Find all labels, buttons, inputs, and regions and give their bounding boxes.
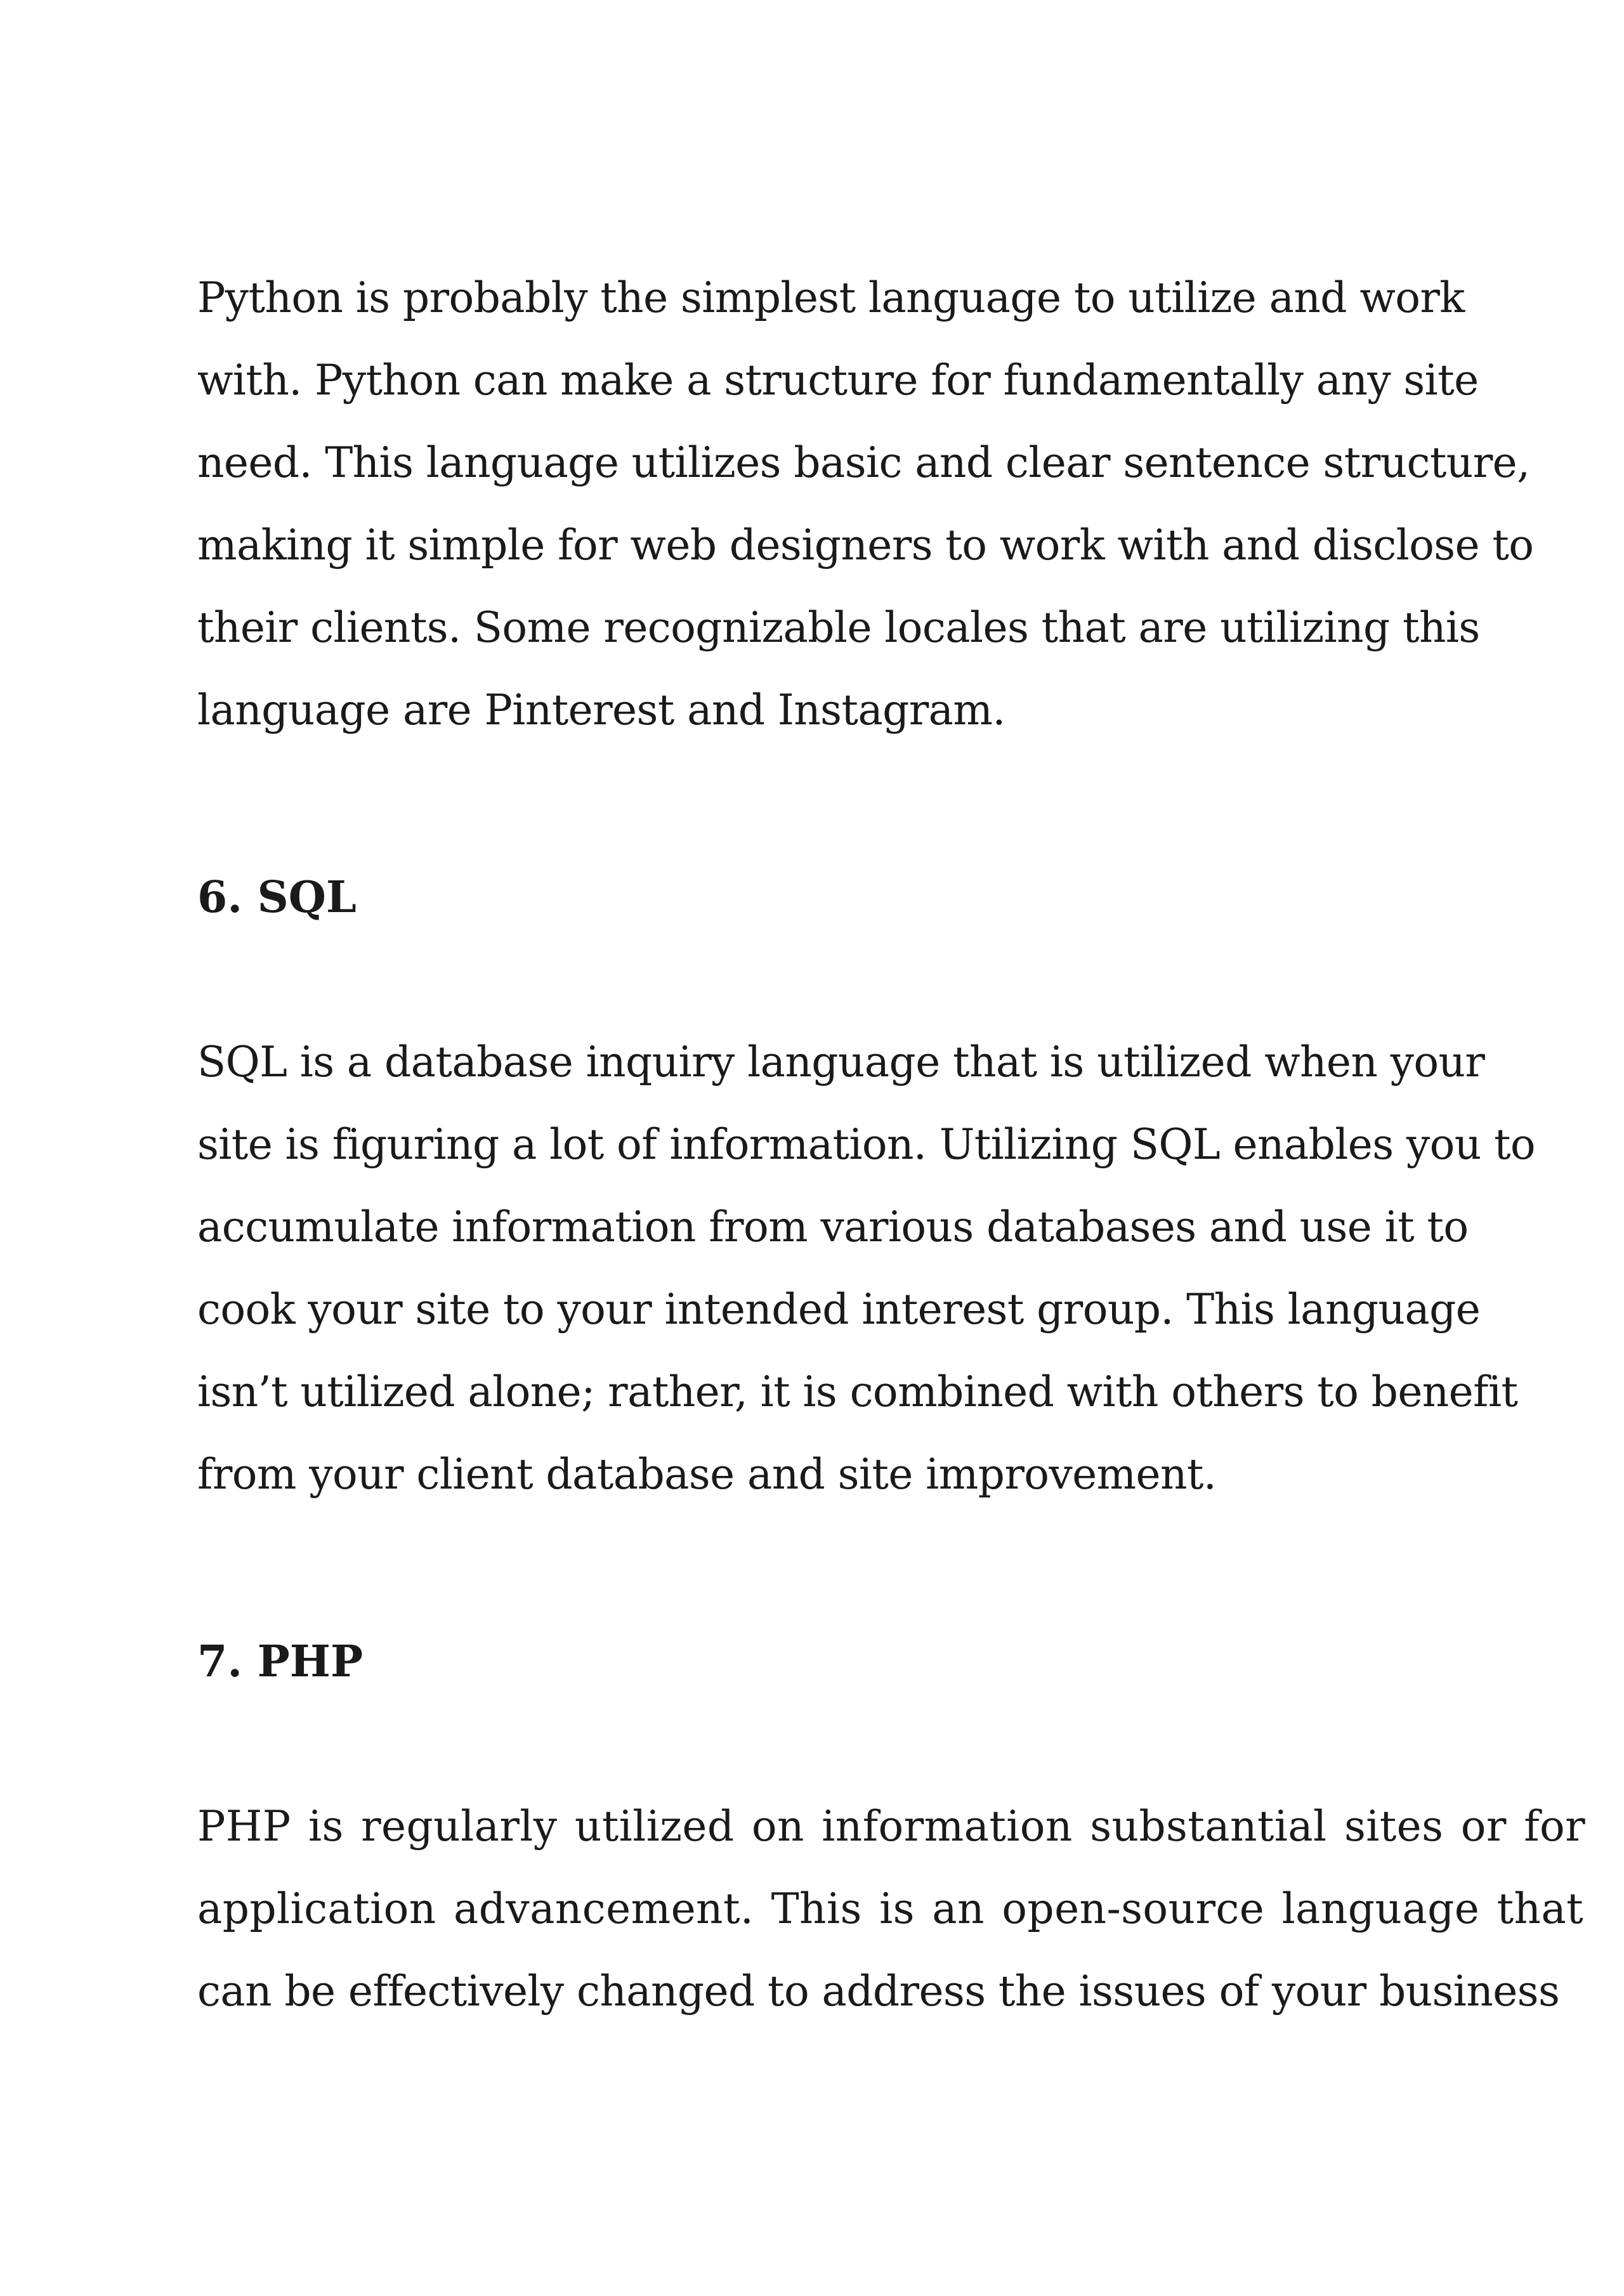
paragraph-php (197, 1785, 1586, 2033)
paragraph-line: cook your site to your intended interest group. This language (197, 1285, 1481, 1334)
paragraph-line: need. This language utilizes basic and clear sentence structure, (197, 438, 1530, 487)
paragraph-line: language are Pinterest and Instagram. (197, 686, 1005, 734)
paragraph-line: PHP is regularly utilized on information substantial sites or for (197, 1802, 1586, 1851)
paragraph-line: isn’t utilized alone; rather, it is combined with others to benefit (197, 1367, 1518, 1416)
paragraph-line: Python is probably the simplest language to utilize and work (197, 273, 1465, 322)
paragraph-python (197, 257, 1534, 752)
section-heading-sql: 6. SQL (197, 872, 357, 923)
paragraph-sql (197, 1021, 1536, 1516)
paragraph-line: SQL is a database inquiry language that is utilized when your (197, 1038, 1485, 1086)
paragraph-line: with. Python can make a structure for fundamentally any site (197, 356, 1479, 405)
paragraph-line: site is figuring a lot of information. Utilizing SQL enables you to (197, 1120, 1536, 1169)
section-heading-php: 7. PHP (197, 1636, 363, 1687)
document-body (197, 257, 1586, 2033)
paragraph-line: accumulate information from various databases and use it to (197, 1203, 1469, 1251)
paragraph-line: from your client database and site improvement. (197, 1450, 1217, 1499)
paragraph-line: application advancement. This is an open-source language that (197, 1884, 1584, 1933)
paragraph-line: their clients. Some recognizable locales that are utilizing this (197, 603, 1480, 652)
paragraph-line: making it simple for web designers to work with and disclose to (197, 521, 1534, 570)
paragraph-line: can be effectively changed to address the issues of your business (197, 1967, 1560, 2016)
